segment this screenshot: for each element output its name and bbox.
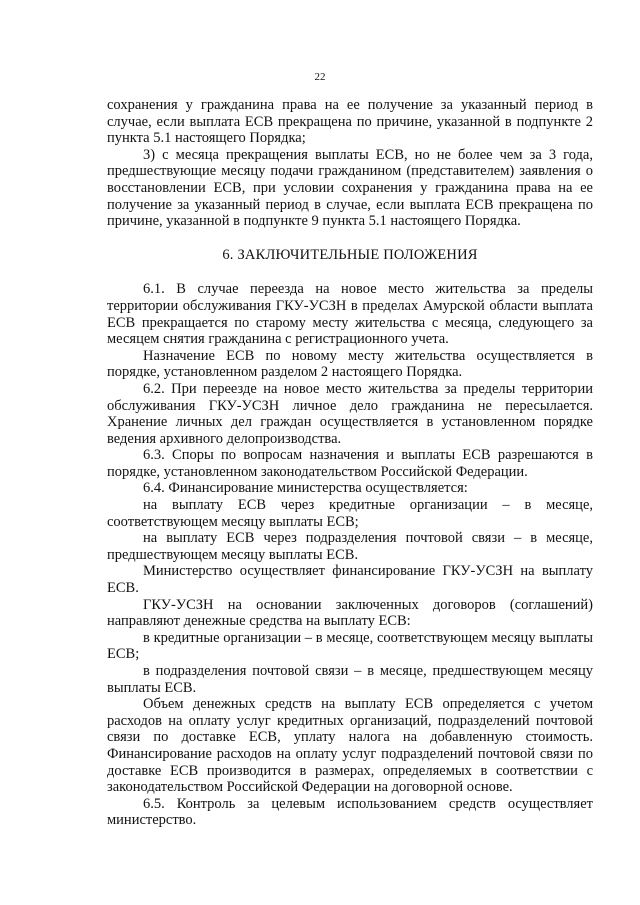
paragraph-6-4-credit: на выплату ЕСВ через кредитные организации – в месяце, соответствующем месяцу выплаты ЕСВ; bbox=[107, 497, 593, 530]
paragraph-6-1: 6.1. В случае переезда на новое место жительства за пределы территории обслуживания ГКУ-УСЗН в пределах Амурской области выплата ЕСВ прекращается по старому месту жительства с месяца, следующего за месяцем снятия гражданина с регистрационного учета. bbox=[107, 281, 593, 348]
paragraph-item-3: 3) с месяца прекращения выплаты ЕСВ, но не более чем за 3 года, предшествующие месяцу подачи гражданином (представителем) заявления о восстановлении ЕСВ, при условии сохранения у гражданина права на ее получение за указанный период в случае, если выплата ЕСВ прекращена по причине, указанной в подпункте 9 пункта 5.1 настоящего Порядка. bbox=[107, 146, 593, 230]
paragraph-funds-volume: Объем денежных средств на выплату ЕСВ определяется с учетом расходов на оплату услуг кредитных организаций, подразделений почтовой связи по доставке ЕСВ, уплату налога на добавленную стоимость. Финансирование расходов на оплату услуг подразделений почтовой связи по доставке ЕСВ производится в размерах, определяемых в соответствии с законодательством Российской Федерации на договорной основе. bbox=[107, 696, 593, 796]
paragraph-ministry-financing: Министерство осуществляет финансирование ГКУ-УСЗН на выплату ЕСВ. bbox=[107, 563, 593, 597]
paragraph-6-1-appointment: Назначение ЕСВ по новому месту жительства осуществляется в порядке, установленном разделом 2 настоящего Порядка. bbox=[107, 347, 593, 381]
paragraph-transfer-credit: в кредитные организации – в месяце, соответствующем месяцу выплаты ЕСВ; bbox=[107, 629, 593, 663]
section-heading: 6. ЗАКЛЮЧИТЕЛЬНЫЕ ПОЛОЖЕНИЯ bbox=[222, 246, 478, 263]
paragraph-continuation: сохранения у гражданина права на ее получение за указанный период в случае, если выплата ЕСВ прекращена по причине, указанной в подпункте 2 пункта 5.1 настоящего Порядка; bbox=[107, 97, 593, 147]
document-body bbox=[107, 97, 593, 829]
paragraph-6-4-postal: на выплату ЕСВ через подразделения почтовой связи – в месяце, предшествующем месяцу выплаты ЕСВ. bbox=[107, 530, 593, 563]
paragraph-6-3: 6.3. Споры по вопросам назначения и выплаты ЕСВ разрешаются в порядке, установленном законодательством Российской Федерации. bbox=[107, 447, 593, 480]
page-number: 22 bbox=[314, 71, 326, 83]
paragraph-6-5: 6.5. Контроль за целевым использованием средств осуществляет министерство. bbox=[107, 795, 593, 829]
paragraph-6-2: 6.2. При переезде на новое место жительства за пределы территории обслуживания ГКУ-УСЗН личное дело гражданина не пересылается. Хранение личных дел граждан осуществляется в установленном порядке ведения архивного делопроизводства. bbox=[107, 380, 593, 447]
paragraph-gku-uszn-transfer: ГКУ-УСЗН на основании заключенных договоров (соглашений) направляют денежные средства на выплату ЕСВ: bbox=[107, 596, 593, 630]
paragraph-transfer-postal: в подразделения почтовой связи – в месяце, предшествующем месяцу выплаты ЕСВ. bbox=[107, 663, 593, 696]
paragraph-6-4: 6.4. Финансирование министерства осуществляется: bbox=[143, 480, 468, 497]
